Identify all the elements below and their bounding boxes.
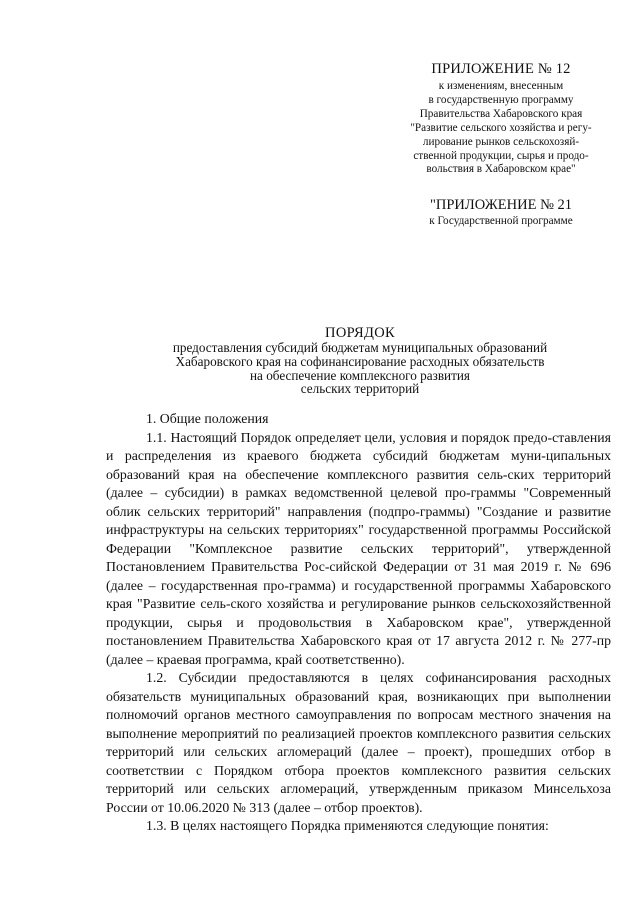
document-heading: ПОРЯДОК	[325, 325, 395, 341]
document-title-line: Хабаровского края на софинансирование расходных обязательств	[175, 353, 545, 369]
appendix-12-block	[398, 60, 604, 177]
document-title-line: на обеспечение комплексного развития	[249, 367, 470, 383]
appendix-12-caption	[398, 80, 604, 177]
appendix-12-title: ПРИЛОЖЕНИЕ № 12	[431, 61, 571, 77]
appendix-21-subtitle: к Государственной программе	[429, 215, 573, 227]
appendix-12-line: ственной продукции, сырья и продо-	[413, 149, 589, 162]
document-title-block	[110, 325, 610, 396]
appendix-12-line: вольствия в Хабаровском крае"	[426, 163, 576, 176]
document-body	[106, 410, 611, 836]
section-heading: 1. Общие положения	[146, 411, 269, 426]
document-title-line: предоставления субсидий бюджетам муниципальных образований	[172, 340, 548, 355]
appendix-12-line: лирование рынков сельскохозяй-	[422, 135, 580, 148]
appendix-12-line: к изменениям, внесенным	[438, 80, 564, 92]
appendix-12-line: в государственную программу	[428, 93, 574, 106]
appendix-21-title: "ПРИЛОЖЕНИЕ № 21	[429, 197, 573, 213]
document-title-line: сельских территорий	[300, 381, 420, 397]
appendix-21-block	[398, 196, 604, 228]
paragraph-1-3: 1.3. В целях настоящего Порядка применяются следующие понятия:	[146, 818, 549, 833]
appendix-12-line: "Развитие сельского хозяйства и регу-	[410, 121, 592, 134]
paragraph-1-1: 1.1. Настоящий Порядок определяет цели, условия и порядок предо-ставления и распределения из краевого бюджета субсидий бюджетам муни-ципальных образований края на обеспечение комплексного развития сель-ских территорий (далее – субсидии) в рамках ведомственной целевой про-граммы "Современный облик сельских территорий" направления (подпро-граммы) "Создание и развитие инфраструктуры на сельских территориях" государственной программы Российской Федерации "Комплексное развитие сельских территорий", утвержденной Постановлением Правительства Рос-сийской Федерации от 31 мая 2019 г. № 696 (далее – государственная про-грамма) и государственной программы Хабаровского края "Развитие сель-ского хозяйства и регулирование рынков сельскохозяйственной продукции, сырья и продовольствия в Хабаровском крае", утвержденной постановлением Правительства Хабаровского края от 17 августа 2012 г. № 277-пр (далее – краевая программа, край соответственно).	[106, 429, 611, 667]
paragraph-1-2: 1.2. Субсидии предоставляются в целях софинансирования расходных обязательств муниципальных образований края, возникающих при выполнении полномочий органов местного самоуправления по вопросам местного значения на выполнение мероприятий по реализацией проектов комплексного развития сельских территорий или сельских агломераций (далее – проект), прошедших отбор в соответствии с Порядком отбора проектов комплексного развития сельских территорий или сельских агломераций, утвержденным приказом Минсельхоза России от 10.06.2020 № 313 (далее – отбор проектов).	[106, 670, 611, 815]
appendix-12-line: Правительства Хабаровского края	[419, 107, 583, 120]
